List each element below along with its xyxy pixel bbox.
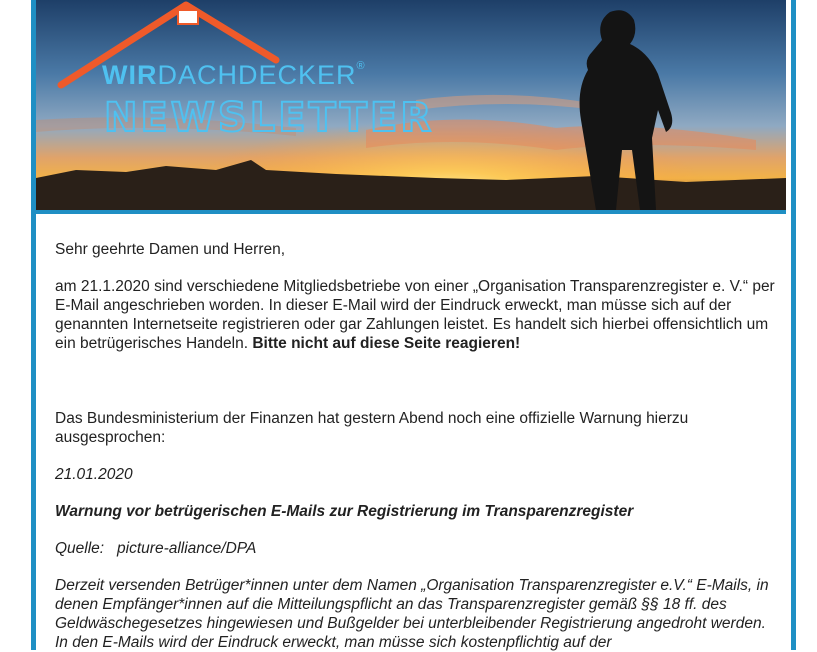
- paragraph-main-text: am 21.1.2020 sind verschiedene Mitgliedsbetriebe von einer „Organisation Transparenzregister e. V.“ per E-Mail angeschrieben worden. In dieser E-Mail wird der Eindruck erweckt, man müsse sich auf der genannten Internetseite registrieren oder gar Zahlungen leistet. Es handelt sich hierbei offensichtlich um ein betrügerisches Handeln.: [55, 278, 775, 352]
- newsletter-content: [55, 240, 775, 652]
- paragraph-main-warning: Bitte nicht auf diese Seite reagieren!: [252, 335, 521, 352]
- greeting: Sehr geehrte Damen und Herren,: [55, 241, 286, 258]
- brand-logo: [102, 60, 366, 91]
- source-label: Quelle:: [55, 540, 105, 557]
- brand-mark: ®: [356, 60, 366, 72]
- paragraph-intro: Das Bundesministerium der Finanzen hat gestern Abend noch eine offizielle Warnung hierzu ausgesprochen:: [55, 410, 689, 446]
- source-line: [55, 539, 775, 558]
- brand-bold: WIR: [102, 60, 158, 90]
- paragraph-main: [55, 277, 775, 353]
- newsletter-banner: [36, 0, 786, 214]
- warning-date: 21.01.2020: [55, 466, 133, 483]
- warning-body: Derzeit versenden Betrüger*innen unter dem Namen „Organisation Transparenzregister e.V.“ E-Mails, in denen Empfänger*innen auf die Mitteilungspflicht an das Transparenzregister gemäß §§ 18 ff. des Geldwäschegesetzes hingewiesen und Bußgelder bei unterbleibender Registrierung angedroht werden. In den E-Mails wird der Eindruck erweckt, man müsse sich kostenpflichtig auf der: [55, 577, 769, 651]
- source-value: picture-alliance/DPA: [117, 540, 257, 557]
- banner-title: NEWSLETTER: [104, 95, 435, 141]
- warning-headline: Warnung vor betrügerischen E-Mails zur Registrierung im Transparenzregister: [55, 503, 634, 520]
- brand-rest: DACHDECKER: [157, 60, 357, 90]
